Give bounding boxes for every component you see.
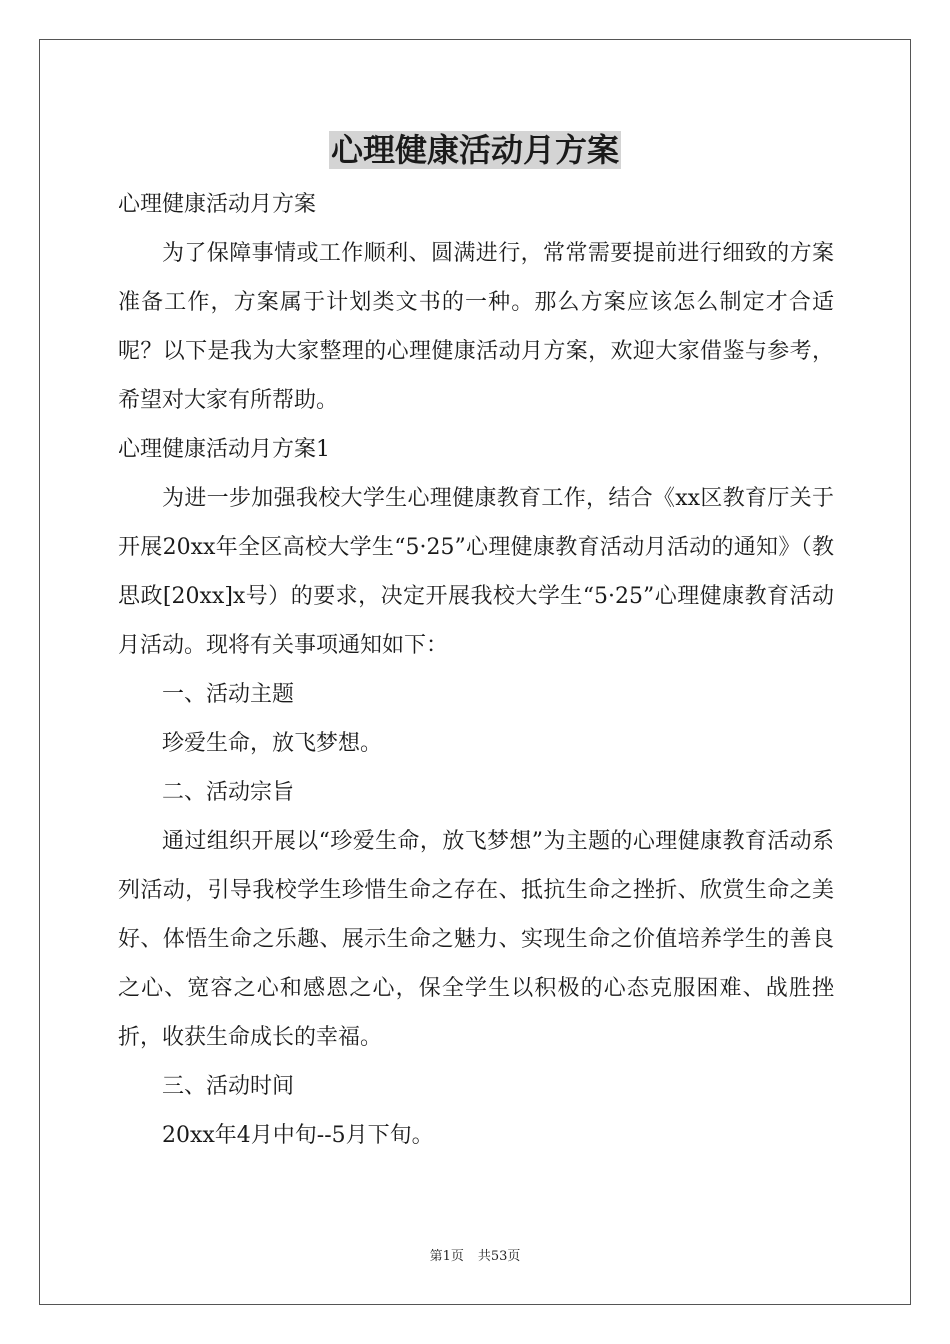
heading-theme: 一、活动主题	[162, 682, 295, 707]
intro-paragraph: 为了保障事情或工作顺利、圆满进行，常常需要提前进行细致的方案准备工作，方案属于计划类文书的一种。那么方案应该怎么制定才合适呢？以下是我为大家整理的心理健康活动月方案，欢迎大家借鉴与参考，希望对大家有所帮助。	[118, 241, 834, 413]
heading-time: 三、活动时间	[162, 1074, 295, 1099]
section-heading: 心理健康活动月方案1	[118, 437, 330, 462]
theme-paragraph: 珍爱生命，放飞梦想。	[162, 731, 383, 756]
document-body	[118, 180, 834, 1160]
time-paragraph: 20xx年4月中旬--5月下旬。	[162, 1123, 434, 1148]
heading-purpose: 二、活动宗旨	[162, 780, 295, 805]
document-title	[0, 128, 950, 172]
document-subtitle: 心理健康活动月方案	[118, 192, 317, 217]
section-intro-paragraph: 为进一步加强我校大学生心理健康教育工作，结合《xx区教育厅关于开展20xx年全区高校大学生“5·25”心理健康教育活动月活动的通知》（教思政[20xx]x号）的要求，决定开展我校大学生“5·25”心理健康教育活动月活动。现将有关事项通知如下：	[118, 486, 834, 658]
page-total: 共53页	[477, 1249, 521, 1264]
purpose-paragraph: 通过组织开展以“珍爱生命，放飞梦想”为主题的心理健康教育活动系列活动，引导我校学生珍惜生命之存在、抵抗生命之挫折、欣赏生命之美好、体悟生命之乐趣、展示生命之魅力、实现生命之价值培养学生的善良之心、宽容之心和感恩之心，保全学生以积极的心态克服困难、战胜挫折，收获生命成长的幸福。	[118, 829, 834, 1050]
document-title-text: 心理健康活动月方案	[330, 131, 619, 169]
page-number: 第1页	[429, 1249, 464, 1264]
page-footer	[0, 1248, 950, 1266]
